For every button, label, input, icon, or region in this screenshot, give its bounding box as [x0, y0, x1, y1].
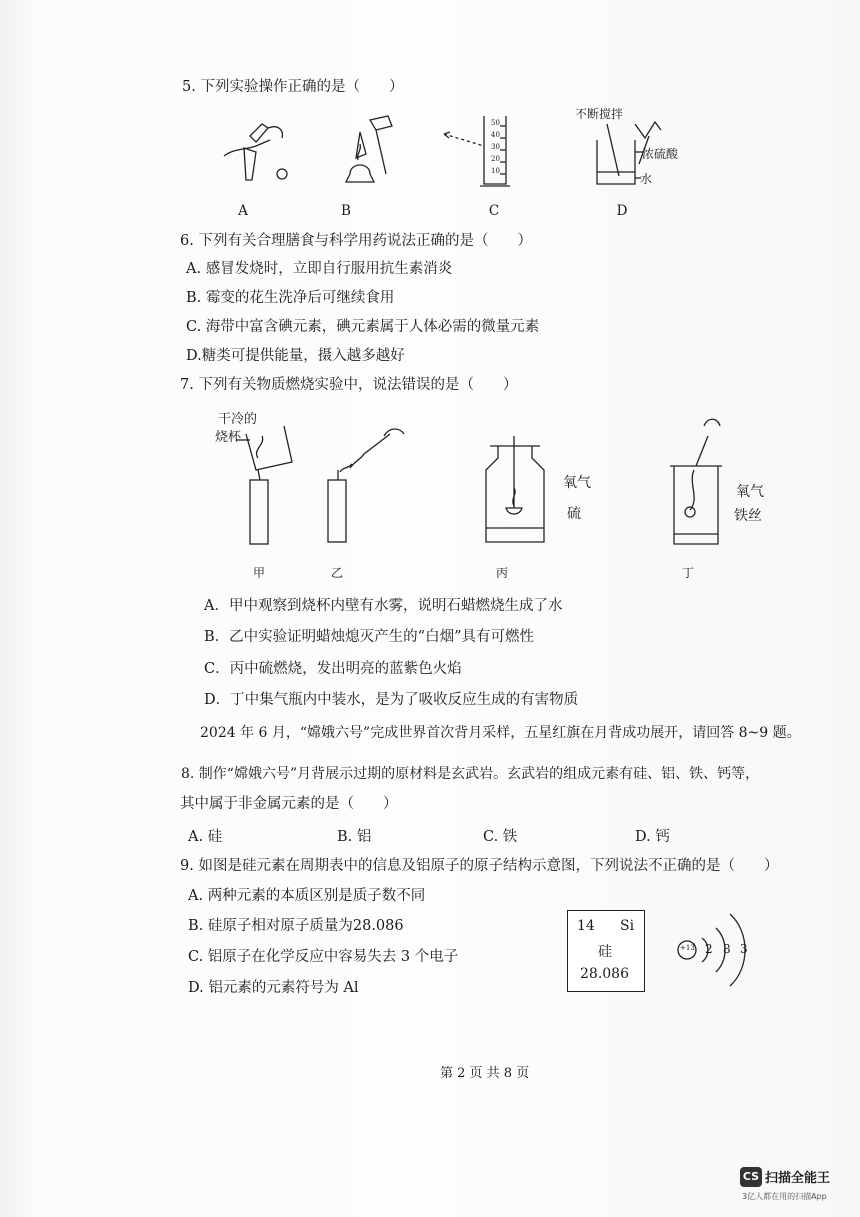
camscanner-name: 扫描全能王	[765, 1171, 831, 1186]
q8-9-intro: 2024 年 6 月，“嫦娥六号”完成世界首次背月采样，五星红旗在月背成功展开，请回答 8~9 题。	[200, 725, 801, 741]
q5-figure-b	[330, 112, 410, 192]
q7-option-b: B．乙中实验证明蜡烛熄灭产生的“白烟”具有可燃性	[204, 629, 534, 645]
element-name: 硅	[598, 944, 612, 960]
q5-option-d: D	[616, 203, 628, 219]
q9-option-c: C. 铝原子在化学反应中容易失去 3 个电子	[188, 949, 459, 965]
q5-cyl-tick-20: 20	[491, 155, 500, 163]
camscanner-watermark	[740, 1166, 830, 1187]
q7-beaker-label-2: 烧杯	[215, 430, 242, 445]
q7-caption-jia: 甲	[252, 566, 265, 580]
q9-option-a: A. 两种元素的本质区别是质子数不同	[188, 888, 426, 904]
q6-option-c: C. 海带中富含碘元素，碘元素属于人体必需的微量元素	[186, 319, 540, 335]
atom-shell-2: 8	[723, 942, 731, 956]
q9-option-b: B. 硅原子相对原子质量为28.086	[188, 918, 404, 934]
atom-shell-1: 2	[705, 942, 713, 956]
q6-option-d: D.糖类可提供能量，摄入越多越好	[186, 348, 405, 364]
q6-option-a: A. 感冒发烧时，立即自行服用抗生素消炎	[186, 261, 453, 277]
q7-stem: 7. 下列有关物质燃烧实验中，说法错误的是（ ）	[180, 377, 518, 393]
q5-figure-c	[440, 112, 520, 190]
q6-stem: 6. 下列有关合理膳食与科学用药说法正确的是（ ）	[180, 233, 532, 249]
q5-cyl-tick-30: 30	[491, 143, 500, 151]
q5-stem: 5. 下列实验操作正确的是（ ）	[182, 79, 404, 95]
camscanner-logo-icon: CS	[740, 1167, 762, 1187]
q8-option-d: D. 钙	[635, 829, 670, 845]
q5-figure-a	[222, 118, 302, 188]
q5-cyl-tick-50: 50	[491, 119, 500, 127]
q7-option-d: D．丁中集气瓶内中装水，是为了吸收反应生成的有害物质	[204, 692, 579, 708]
q7-figure-ding	[660, 414, 730, 548]
q7-figure-bing	[480, 432, 550, 548]
q7-bing-oxygen-label: 氧气	[563, 475, 591, 491]
atom-nucleus-charge: +13	[680, 944, 695, 952]
q9-stem: 9. 如图是硅元素在周期表中的信息及铝原子的原子结构示意图，下列说法不正确的是（ ）	[180, 858, 779, 874]
q7-figure-jia	[236, 420, 306, 550]
q7-caption-yi: 乙	[330, 566, 343, 580]
q7-option-c: C．丙中硫燃烧，发出明亮的蓝紫色火焰	[204, 661, 462, 677]
element-symbol: Si	[620, 918, 635, 934]
q5-cyl-tick-10: 10	[491, 167, 500, 175]
page-number-footer: 第 2 页 共 8 页	[440, 1066, 530, 1081]
q6-option-b: B. 霉变的花生洗净后可继续食用	[186, 290, 395, 306]
q5-option-a: A	[238, 203, 248, 219]
q7-ding-oxygen-label: 氧气	[736, 484, 764, 500]
q5-d-water-label: 水	[640, 172, 653, 186]
q7-beaker-label-1: 干冷的	[218, 412, 258, 427]
element-atomic-number: 14	[577, 918, 595, 934]
q8-stem-line1: 8. 制作“嫦娥六号”月背展示过期的原材料是玄武岩。玄武岩的组成元素有硅、铝、铁、钙等，	[181, 766, 760, 782]
q5-d-acid-label: 浓硫酸	[642, 147, 679, 161]
q7-caption-ding: 丁	[681, 566, 694, 580]
element-atomic-mass: 28.086	[580, 966, 629, 982]
q5-option-c: C	[488, 203, 500, 219]
q9-option-d: D. 铝元素的元素符号为 Al	[188, 980, 359, 996]
q5-option-b: B	[341, 203, 351, 219]
q8-option-b: B. 铝	[337, 829, 372, 845]
q8-option-a: A. 硅	[188, 829, 223, 845]
q5-d-stir-label: 不断搅拌	[575, 107, 624, 121]
q7-caption-bing: 丙	[495, 566, 508, 580]
camscanner-tagline: 3亿人都在用的扫描App	[742, 1192, 827, 1201]
silicon-periodic-table-cell	[567, 910, 645, 992]
atom-shell-3: 3	[740, 942, 748, 956]
q8-stem-line2: 其中属于非金属元素的是（ ）	[180, 796, 398, 812]
q5-cyl-tick-40: 40	[491, 131, 500, 139]
q7-option-a: A．甲中观察到烧杯内壁有水雾，说明石蜡燃烧生成了水	[204, 598, 563, 614]
q7-ding-iron-label: 铁丝	[734, 508, 762, 524]
q8-option-c: C. 铁	[483, 829, 518, 845]
q7-figure-yi	[320, 414, 410, 550]
q7-bing-sulfur-label: 硫	[567, 506, 581, 522]
